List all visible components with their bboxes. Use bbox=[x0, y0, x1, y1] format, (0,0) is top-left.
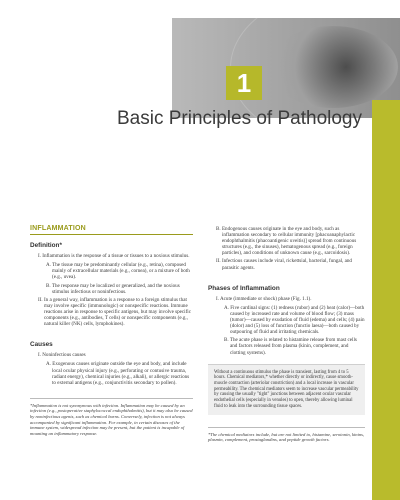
phases-subitem: B. The acute phase is related to histamine release from mast cells and factors released from plasma (kinin, complement, and clotting systems). bbox=[224, 337, 357, 356]
causes-heading: Causes bbox=[30, 341, 53, 349]
section-heading-inflammation: INFLAMMATION bbox=[30, 226, 193, 235]
causes-subitem: B. Endogenous causes originate in the eye and body, such as inflammation secondary to cellular immunity [phacoanaphylactic endophthalmitis (phacoantigenic uveitis)] spread from continuous structures (e.g., the sinuses), hematogenous spread (e.g., foreign particles), and conditions of unknown cause (e.g., sarcoidosis). bbox=[216, 226, 357, 257]
definition-subitem: B. The response may be localized or generalized, and the noxious stimulus infectious or noninfectious. bbox=[46, 282, 180, 295]
phases-subitem: A. Five cardinal signs: (1) redness (rubor) and (2) heat (calor)—both caused by increased rate and volume of blood flow; (3) mass (tumor)—caused by exudation of fluid (edema) and cells; (4) pain (dolor) and (5) loss of function (functio laesa)—both caused by outpouring of fluid and irritating chemicals. bbox=[224, 304, 365, 336]
definition-heading: Definition* bbox=[30, 242, 62, 250]
causes-item: II. Infectious causes include viral, rickettsial, bacterial, fungal, and parasitic agents. bbox=[216, 258, 352, 271]
chapter-number-badge: 1 bbox=[226, 66, 262, 100]
causes-item: I. Noninfectious causes bbox=[38, 352, 86, 359]
note-box: Without a continuous stimulus the phase is transient, lasting from 4 to 5 hours. Chemical mediators,* whether directly or indirectly, cause smooth-muscle contraction (arteriolar constriction) and a local increase in vascular permeability. The chemical mediators seem to increase vascular permeability by causing the usually "tight" junctions between adjacent ocular vascular endothelial cells (especially in venules) to open, thereby allowing luminal fluid to leak into the surrounding tissue spaces. bbox=[208, 364, 365, 415]
left-column bbox=[30, 226, 193, 436]
chapter-banner bbox=[172, 18, 400, 118]
chapter-side-strip bbox=[372, 100, 400, 500]
definition-subitem: A. The tissue may be predominantly cellular (e.g., retina), composed mainly of extracellular materials (e.g., cornea), or a mixture of both (e.g., uvea). bbox=[46, 262, 190, 281]
footnote-right: *The chemical mediators include, but are not limited to, histamine, serotonin, kinins, plasmin, complement, prostaglandins, and peptide growth factors. bbox=[208, 427, 365, 443]
phases-heading: Phases of Inflammation bbox=[208, 284, 280, 292]
chapter-title: Basic Principles of Pathology bbox=[116, 108, 362, 129]
definition-item: I. Inflammation is the response of a tissue or tissues to a noxious stimulus. bbox=[38, 253, 190, 260]
eye-iris-graphic bbox=[268, 26, 398, 108]
right-column bbox=[208, 226, 365, 443]
footnote-left: *Inflammation is not synonymous with infection. Inflammation may be caused by an infection (e.g., postoperative staphylococcal endophthalmitis), but it may also be caused by noninfectious agents, such as chemical burns. Conversely, infection is not always accompanied by significant inflammation. For example, in certain diseases of the immune system, widespread infection may be present, but the patient is incapable of mounting an inflammatory response. bbox=[30, 398, 193, 437]
phases-item: I. Acute (immediate or shock) phase (Fig. 1.1). bbox=[216, 295, 312, 302]
causes-subitem: A. Exogenous causes originate outside the eye and body, and include local ocular physical injury (e.g., perforating or contusive trauma, radiant energy), chemical injuries (e.g., alkali), or allergic reactions to external antigens (e.g., conjunctivitis secondary to pollen). bbox=[46, 361, 190, 386]
definition-item: II. In a general way, inflammation is a response to a foreign stimulus that may involve specific (immunologic) or nonspecific reactions. Immune reactions arise in response to specific antigens, but may involve specific components (e.g., antibodies, T cells) or nonspecific components (e.g., natural killer (NK) cells, lymphokines). bbox=[38, 296, 191, 328]
